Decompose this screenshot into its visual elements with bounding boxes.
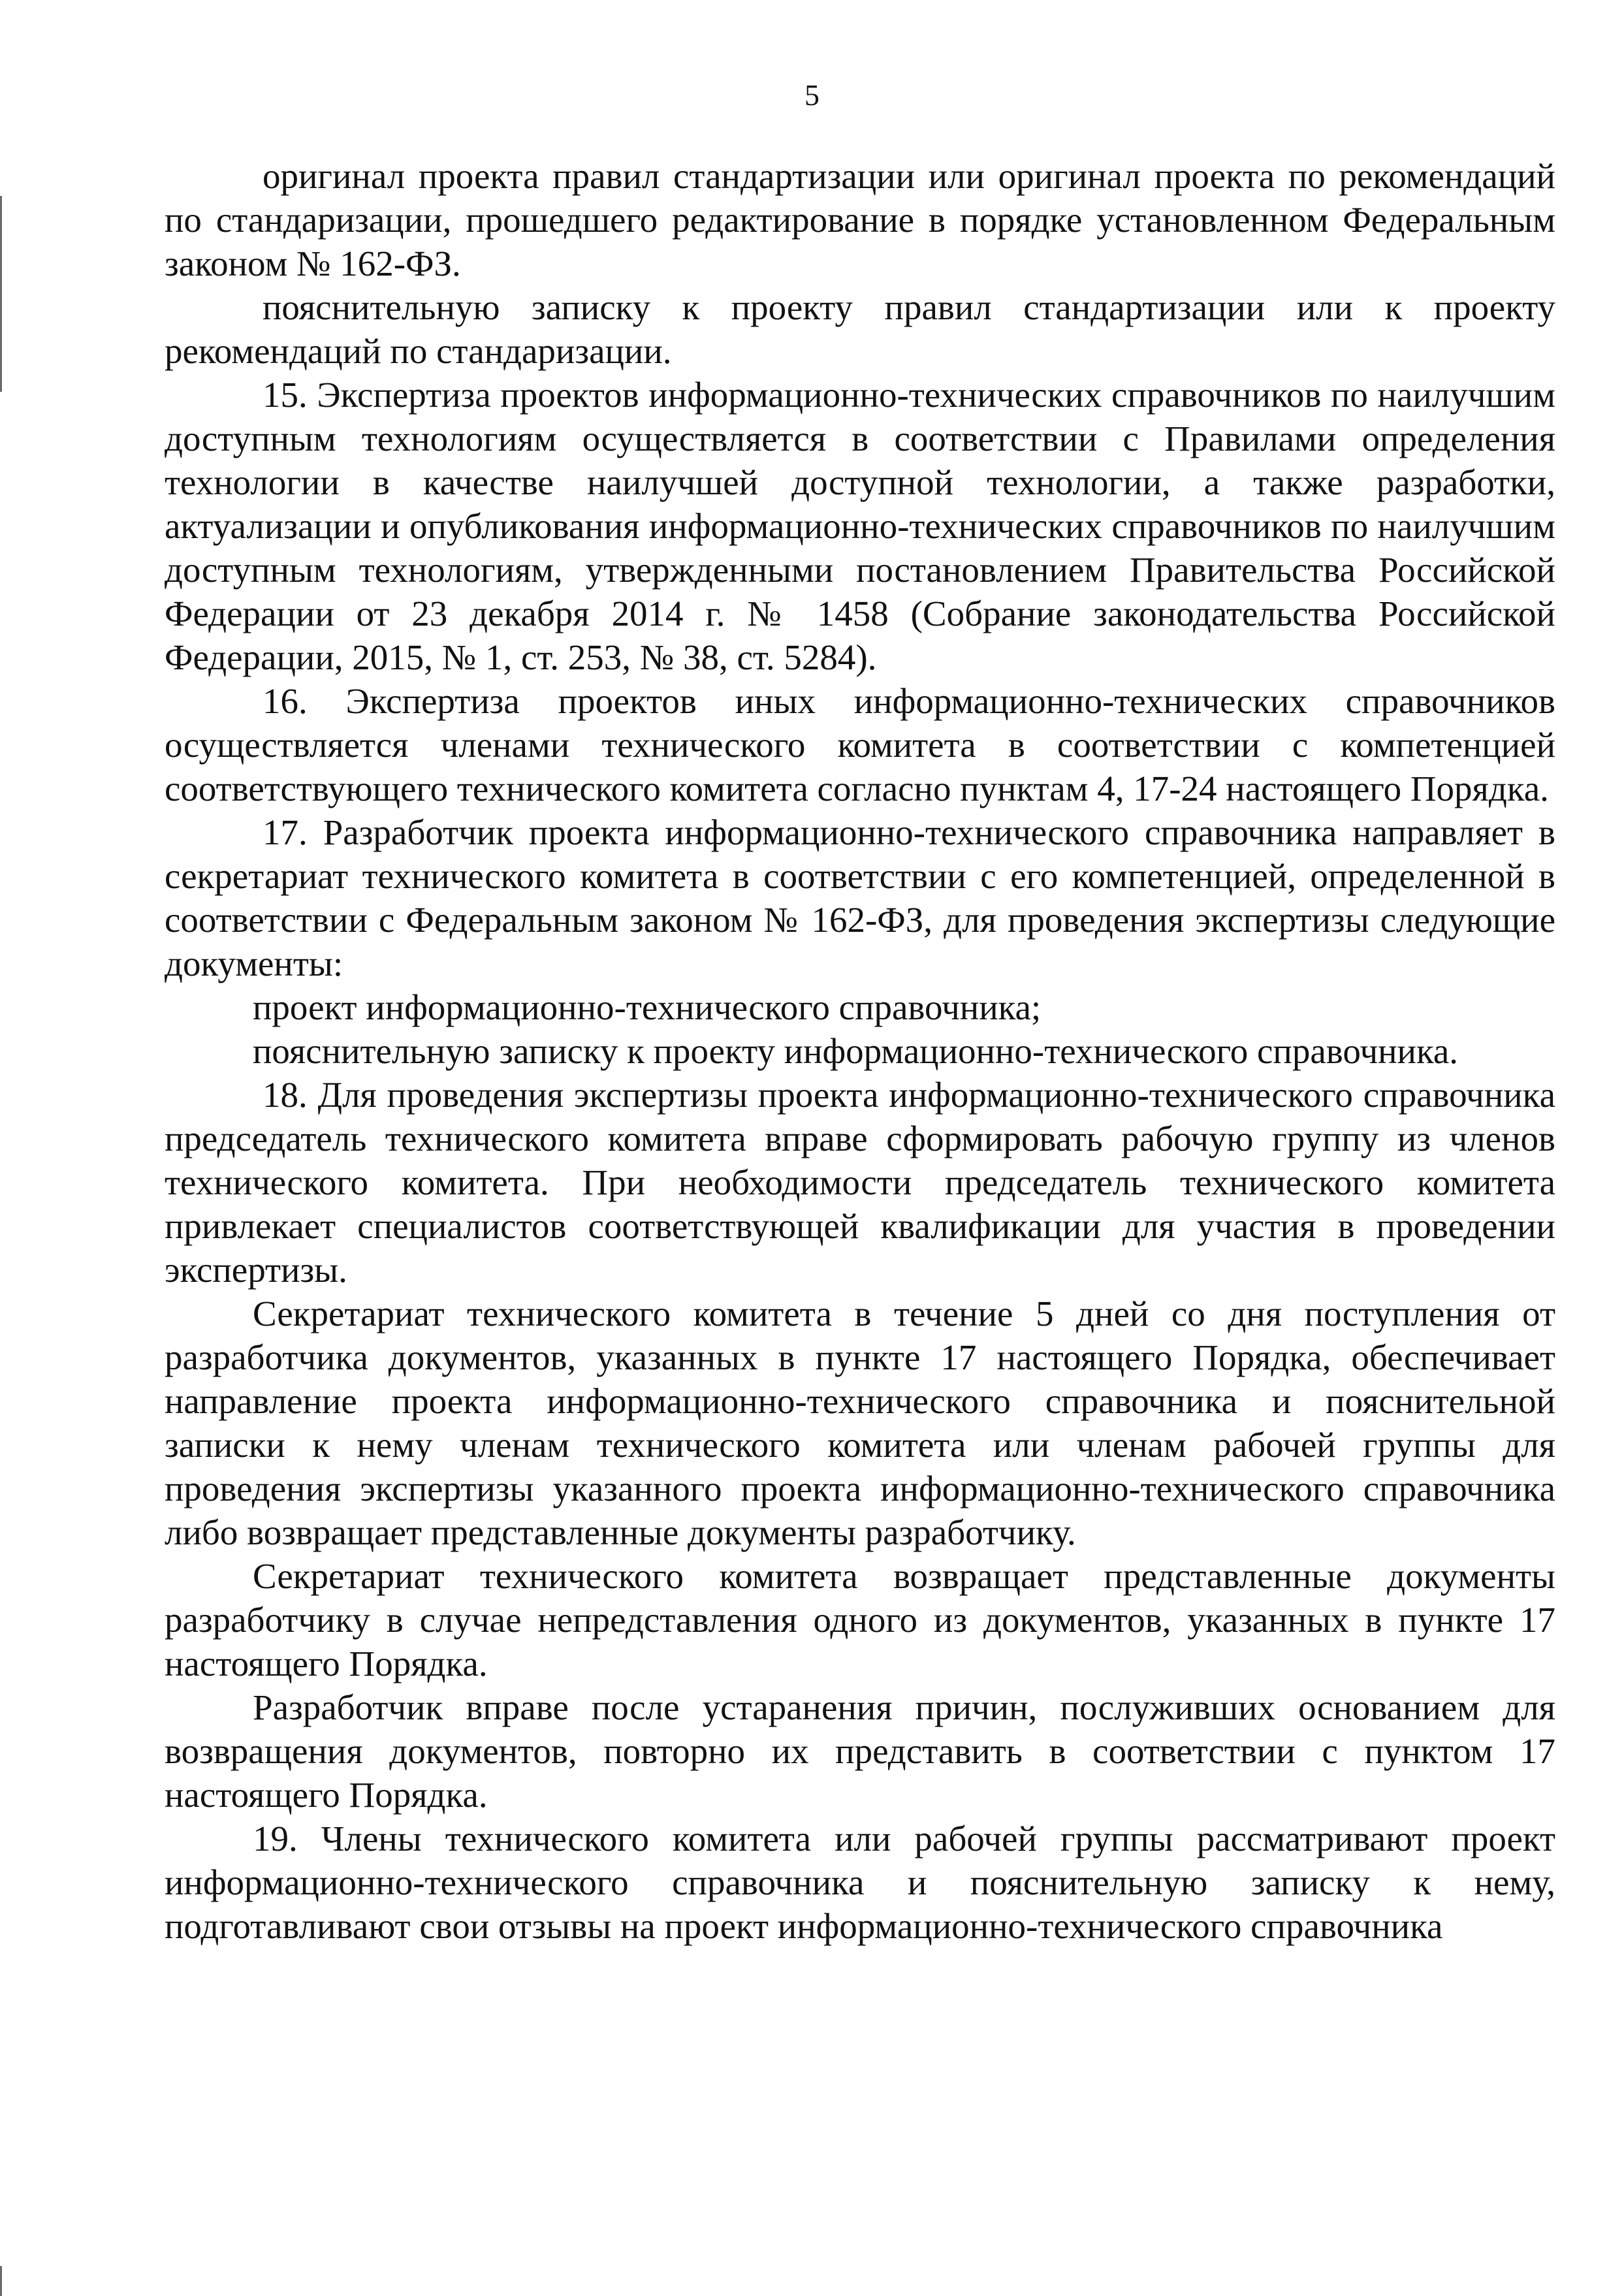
page-number: 5 (804, 78, 820, 112)
document-body (165, 154, 1555, 1948)
scan-edge-mark (0, 2266, 2, 2296)
paragraph: 19. Члены технического комитета или рабочей группы рассматривают проект информационно-технического справочника и пояснительную записку к нему, подготавливают свои отзывы на проект информационно-технического справочника (165, 1819, 1555, 1946)
paragraph: пояснительную записку к проекту правил стандартизации или к проекту рекомендаций по стандаризации. (165, 287, 1555, 371)
paragraph: 18. Для проведения экспертизы проекта информационно-технического справочника председатель технического комитета вправе сформировать рабочую группу из членов технического комитета. При необходимости председатель технического комитета привлекает специалистов соответствующей квалификации для участия в проведении экспертизы. (165, 1075, 1555, 1290)
paragraph: 16. Экспертиза проектов иных информационно-технических справочников осуществляется членами технического комитета в соответствии с компетенцией соответствующего технического комитета согласно пунктам 4, 17-24 настоящего Порядка. (165, 681, 1555, 808)
paragraph: Разработчик вправе после устаранения причин, послуживших основанием для возвращения документов, повторно их представить в соответствии с пунктом 17 настоящего Порядка. (165, 1687, 1555, 1815)
paragraph: 15. Экспертиза проектов информационно-технических справочников по наилучшим доступным технологиям осуществляется в соответствии с Правилами определения технологии в качестве наилучшей доступной технологии, а также разработки, актуализации и опубликования информационно-технических справочников по наилучшим доступным технологиям, утвержденными постановлением Правительства Российской Федерации от 23 декабря 2014 г. № 1458 (Собрание законодательства Российской Федерации, 2015, № 1, ст. 253, № 38, ст. 5284). (165, 375, 1555, 677)
paragraph: пояснительную записку к проекту информационно-технического справочника. (253, 1031, 1459, 1071)
paragraph: Секретариат технического комитета в течение 5 дней со дня поступления от разработчика документов, указанных в пункте 17 настоящего Порядка, обеспечивает направление проекта информационно-технического справочника и пояснительной записки к нему членам технического комитета или членам рабочей группы для проведения экспертизы указанного проекта информационно-технического справочника либо возвращает представленные документы разработчику. (165, 1294, 1555, 1552)
paragraph: проект информационно-технического справочника; (253, 987, 1042, 1027)
paragraph: 17. Разработчик проекта информационно-технического справочника направляет в секретариат технического комитета в соответствии с его компетенцией, определенной в соответствии с Федеральным законом № 162-ФЗ, для проведения экспертизы следующие документы: (165, 812, 1555, 983)
paragraph: Секретариат технического комитета возвращает представленные документы разработчику в случае непредставления одного из документов, указанных в пункте 17 настоящего Порядка. (165, 1556, 1555, 1683)
paragraph: оригинал проекта правил стандартизации или оригинал проекта по рекомендаций по стандаризации, прошедшего редактирование в порядке установленном Федеральным законом № 162-ФЗ. (165, 156, 1555, 283)
scan-edge-mark (0, 196, 2, 392)
